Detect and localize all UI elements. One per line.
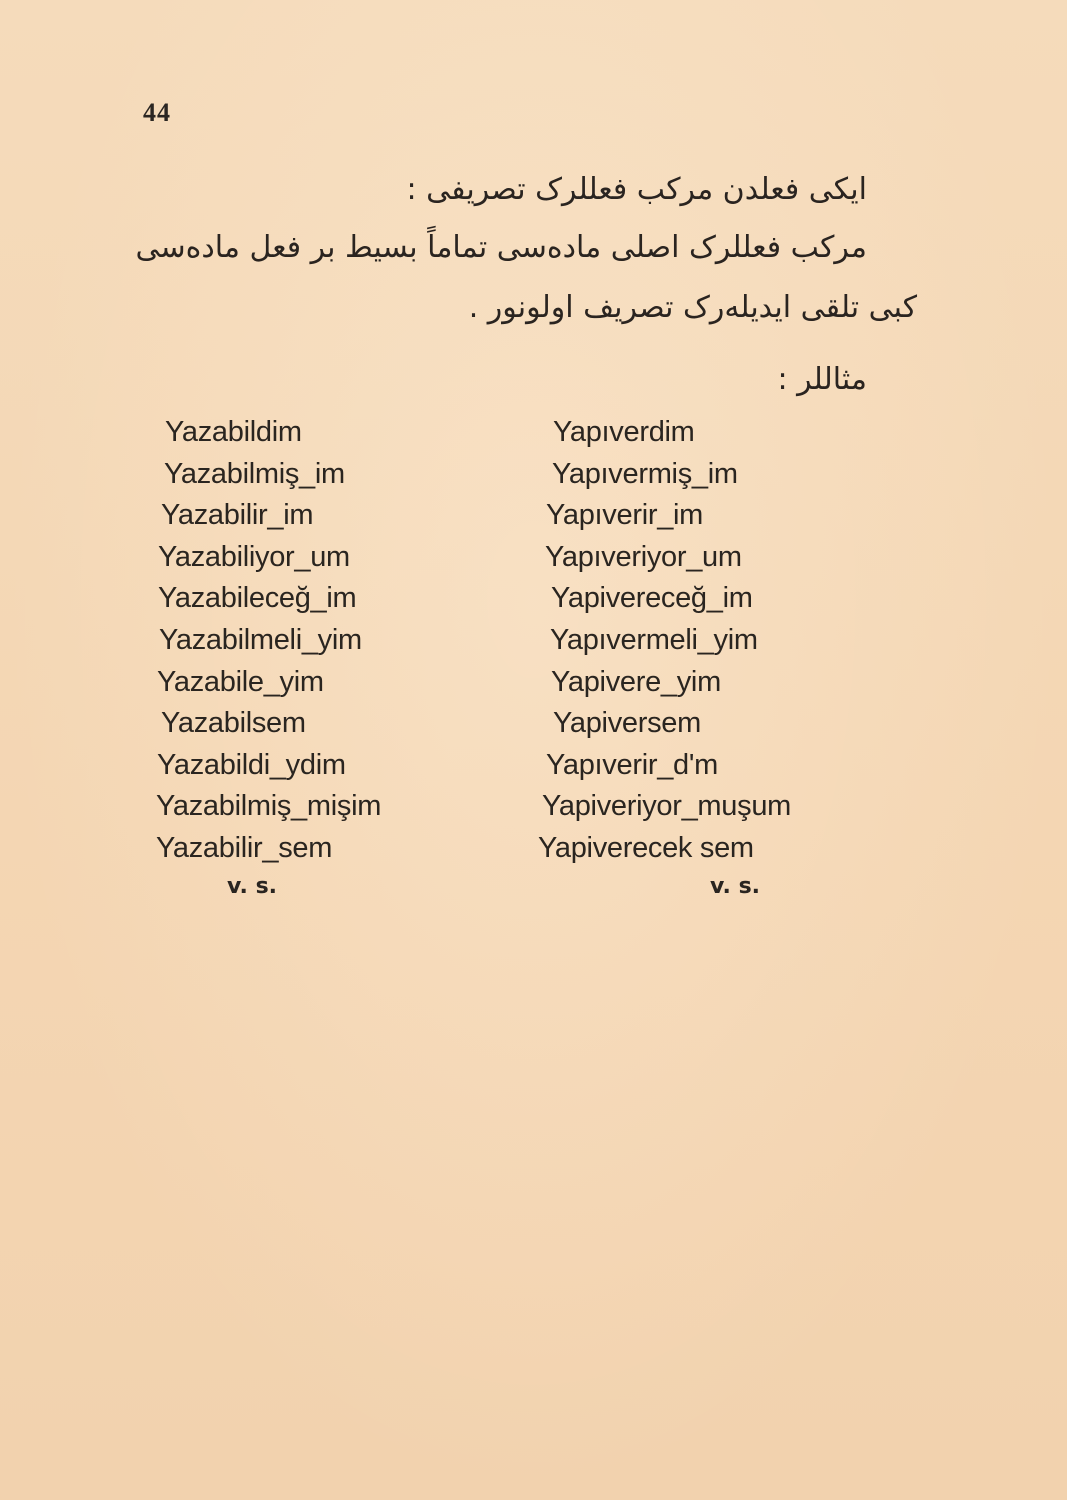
conjugation-item: Yazabilmiş_im: [164, 457, 345, 490]
examples-label: مثاللر :: [777, 362, 867, 397]
conjugation-item: Yapiversem: [553, 707, 701, 740]
paragraph-line: مرکب فعللرک اصلی ماده‌سی تماماً بسیط بر فعل ماده‌سی: [135, 230, 867, 265]
conjugation-item: Yazabildi_ydim: [157, 748, 346, 781]
page-number: 44: [143, 98, 171, 127]
conjugation-item: Yazabiliyor_um: [158, 540, 350, 573]
conjugation-item: Yazabildim: [165, 416, 302, 448]
conjugation-item: Yapivereceğ_im: [551, 582, 753, 615]
conjugation-item: Yapıveriyor_um: [545, 540, 742, 573]
conjugation-item: Yapıverir_d'm: [546, 748, 718, 781]
right-conjugation-column: [538, 412, 791, 899]
conjugation-item: Yapıvermiş_im: [552, 457, 738, 490]
conjugation-item: Yazabileceğ_im: [158, 582, 357, 615]
conjugation-item: Yapıverir_im: [546, 499, 704, 532]
conjugation-item: Yapivere_yim: [551, 665, 721, 698]
conjugation-item: Yazabilmeli_yim: [159, 623, 362, 656]
etc-abbreviation: v. s.: [227, 873, 278, 899]
conjugation-item: Yazabile_yim: [157, 665, 324, 698]
conjugation-item: Yazabilsem: [161, 707, 306, 740]
conjugation-item: Yapiverecek sem: [538, 831, 754, 864]
conjugation-item: Yazabilir_im: [161, 499, 314, 532]
left-conjugation-column: [155, 412, 381, 899]
conjugation-item: Yapıverdim: [553, 416, 695, 448]
conjugation-item: Yapıvermeli_yim: [550, 623, 758, 656]
paragraph-line: کبی تلقی ایدیله‌رک تصریف اولونور .: [468, 290, 917, 325]
conjugation-item: Yazabilmiş_mişim: [156, 790, 382, 823]
etc-abbreviation: v. s.: [710, 873, 761, 899]
conjugation-item: Yapiveriyor_muşum: [542, 790, 792, 823]
conjugation-item: Yazabilir_sem: [156, 831, 333, 864]
section-heading: ایکی فعلدن مرکب فعللرک تصریفی :: [406, 172, 867, 207]
